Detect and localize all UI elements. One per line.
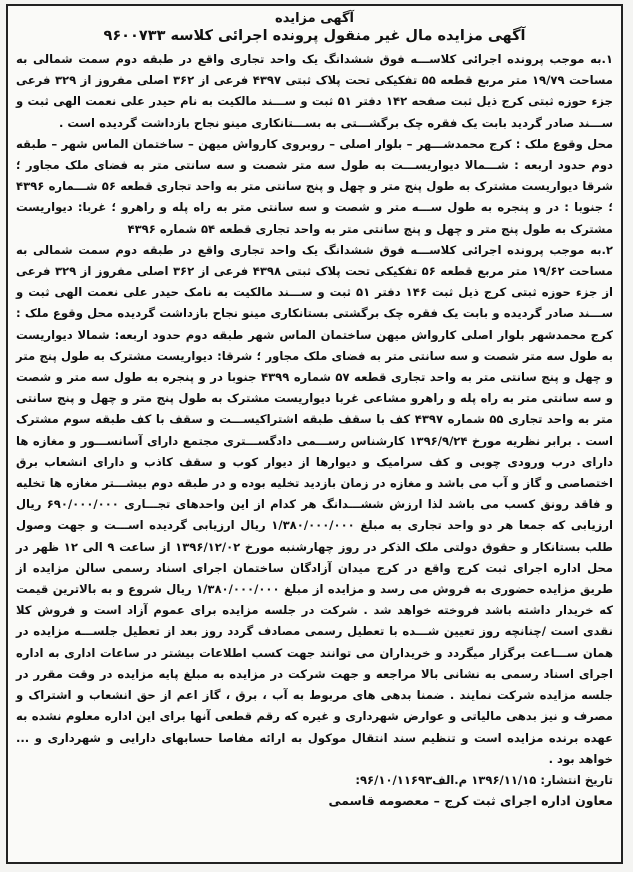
signature: معاون اداره اجرای ثبت کرج – معصومه قاسمی [328,792,613,808]
notice-body [16,49,613,770]
paragraph-item-2: ۲.به موجب پرونده اجرائی کلاســـه فوق ششدانگ یک واحد تجاری واقع در طبقه دوم سمت شمالی به مساحت ۱۹/۶۲ متر مربع قطعه ۵۶ تفکیکی تحت پلاک ثبتی ۴۳۹۸ فرعی از ۳۶۲ اصلی مفروز از ۳۲۹ فرعی از جزء حوزه ثبتی کرج ذیل ثبت ۱۴۶ دفتر ۵۱ ثبت و ســـند مالکیت به نامک حیدر علی نعمت الهی ثبت و ســـند صادر گردیده و بابت یک فقره چک برگشتی بستانکاری مینو نجاح بازداشت گردیده محل وقوع ملک : کرج محمدشهر بلوار اصلی کارواش میهن ساختمان الماس شهر طبقه دوم حدود اربعه: شمالا دیواریست به طول سه متر شصت و سه سانتی متر به فضای ملک مجاور ؛ شرقا: دیواریست مشترک به طول پنج متر و چهل و پنج سانتی متر به واحد تجاری قطعه ۵۷ شماره ۴۳۹۹ جنوبا در و پنجره به طول سه متر و شصت و سه سانتی متر به راه پله و راهرو مشاعی غربا دیواریست مشترک به طول پنج متر و چهل و پنج سانتی متر به واحد تجاری ۵۵ شماره ۴۳۹۷ کف با سقف طبقه اشتراکیســـت و سقف با کف طبقه سوم مشترک است . برابر نظریه مورخ ۱۳۹۶/۹/۲۴ کارشناس رســـمی دادگســـتری مجتمع دارای آسانســـور و مغازه ها دارای درب ورودی چوبی و کف سرامیک و دیوارها از دیوار کوب و سقف کاذب و دارای انشعاب برق اختصاصی و گاز و آب می باشد و مغازه در زمان بازدید تخلیه بوده و در طبقه دوم بیشـــتر مغازه ها تخلیه و فاقد رونق کسب می باشد لذا ارزش ششـــدانگ هر کدام از این واحدهای تجـــاری ۶۹۰/۰۰۰/۰۰۰ ریال ارزیابی که جمعا هر دو واحد تجاری به مبلغ ۱/۳۸۰/۰۰۰/۰۰۰ ریال ارزیابی گردیده اســـت و جهت وصول طلب بستانکار و حقوق دولتی ملک الذکر در روز چهارشنبه مورخ ۱۳۹۶/۱۲/۰۲ از ساعت ۹ الی ۱۲ ظهر در محل اداره اجرای ثبت کرج واقع در کرج میدان آزادگان ساختمان اجرای اسناد رسمی سالن مزایده از طریق مزایده حضوری به فروش می رسد و مزایده از مبلغ ۱/۳۸۰/۰۰۰/۰۰۰ ریال شروع و به بالاترین قیمت که خریدار داشته باشد فروخته خواهد شد . شرکت در جلسه مزایده برای عموم آزاد است و فروش کلا نقدی است /چنانچه روز تعیین شـــده با تعطیل رسمی مصادف گردد روز بعد از تعطیل جلســـه مزایده در همان ســـاعت برگزار میگردد و خریداران می توانند جهت کسب اطلاعات بیشتر در ساعات اداری به اداره اجرای اسناد رسمی به نشانی بالا مراجعه و جهت شرکت در مزایده به مبلغ پایه مزایده در وقت مقرر در جلسه مزایده شرکت نمایند . ضمنا بدهی های مربوط به آب ، برق ، گاز اعم از حق انشعاب و اشتراک و مصرف و نیز بدهی مالیاتی و عوارض شهرداری و غیره که رقم قطعی آنها برای این اداره معلوم نشده به عهده برنده مزایده است و تنظیم سند انتقال موکول به ارائه مفاصا حسابهای دارایی و شهرداری و ... خواهد بود . [16,242,614,766]
paragraph-location-1: محل وقوع ملک : کرج محمدشـــهر – بلوار اصلی – روبروی کارواش میهن – ساختمان الماس شهر – طبقه دوم حدود اربعه : شـــمالا دیواریســـت به طول سه متر شصت و سه سانتی متر به فضای ملک مجاور ؛ شرقا دیواریست مشترک به طول پنج متر و چهل و پنج سانتی متر به واحد تجاری قطعه ۵۶ شـــماره ۴۳۹۶ ؛ جنوبا : در و پنجره به طول ســـه متر و شصت و سه سانتی متر به راه پله و راهرو ؛ غربا: دیواریست مشترک به طول پنج متر و چهل و پنج سانتی متر به واحد تجاری قطعه ۵۴ شماره ۴۳۹۶ [16,136,613,236]
paragraph-item-1: ۱.به موجب پرونده اجرائی کلاســـه فوق ششدانگ یک واحد تجاری واقع در طبقه دوم سمت شمالی به مساحت ۱۹/۷۹ متر مربع قطعه ۵۵ تفکیکی تحت پلاک ثبتی ۴۳۹۷ فرعی از ۳۶۲ اصلی مفروز از ۳۲۹ فرعی جزء حوزه ثبتی کرج ذیل ثبت صفحه ۱۴۲ دفتر ۵۱ ثبت و ســـند مالکیت به نام حیدر علی نعمت الهی ثبت و ســـند صادر گردید بابت یک فقره چک برگشـــتی به بســـتانکاری مینو نجاح بازداشت گردیده است . [16,52,613,130]
notice-subtitle: آگهی مزایده مال غیر منقول پرونده اجرائی کلاسه ۹۶۰۰۷۳۳ [103,28,526,44]
auction-notice [6,4,623,864]
publish-date: تاریخ انتشار: ۱۳۹۶/۱۱/۱۵ م.الف۹۶/۱۰/۱۱۶۹۳: [355,772,613,787]
notice-title: آگهی مزایده [275,11,354,26]
